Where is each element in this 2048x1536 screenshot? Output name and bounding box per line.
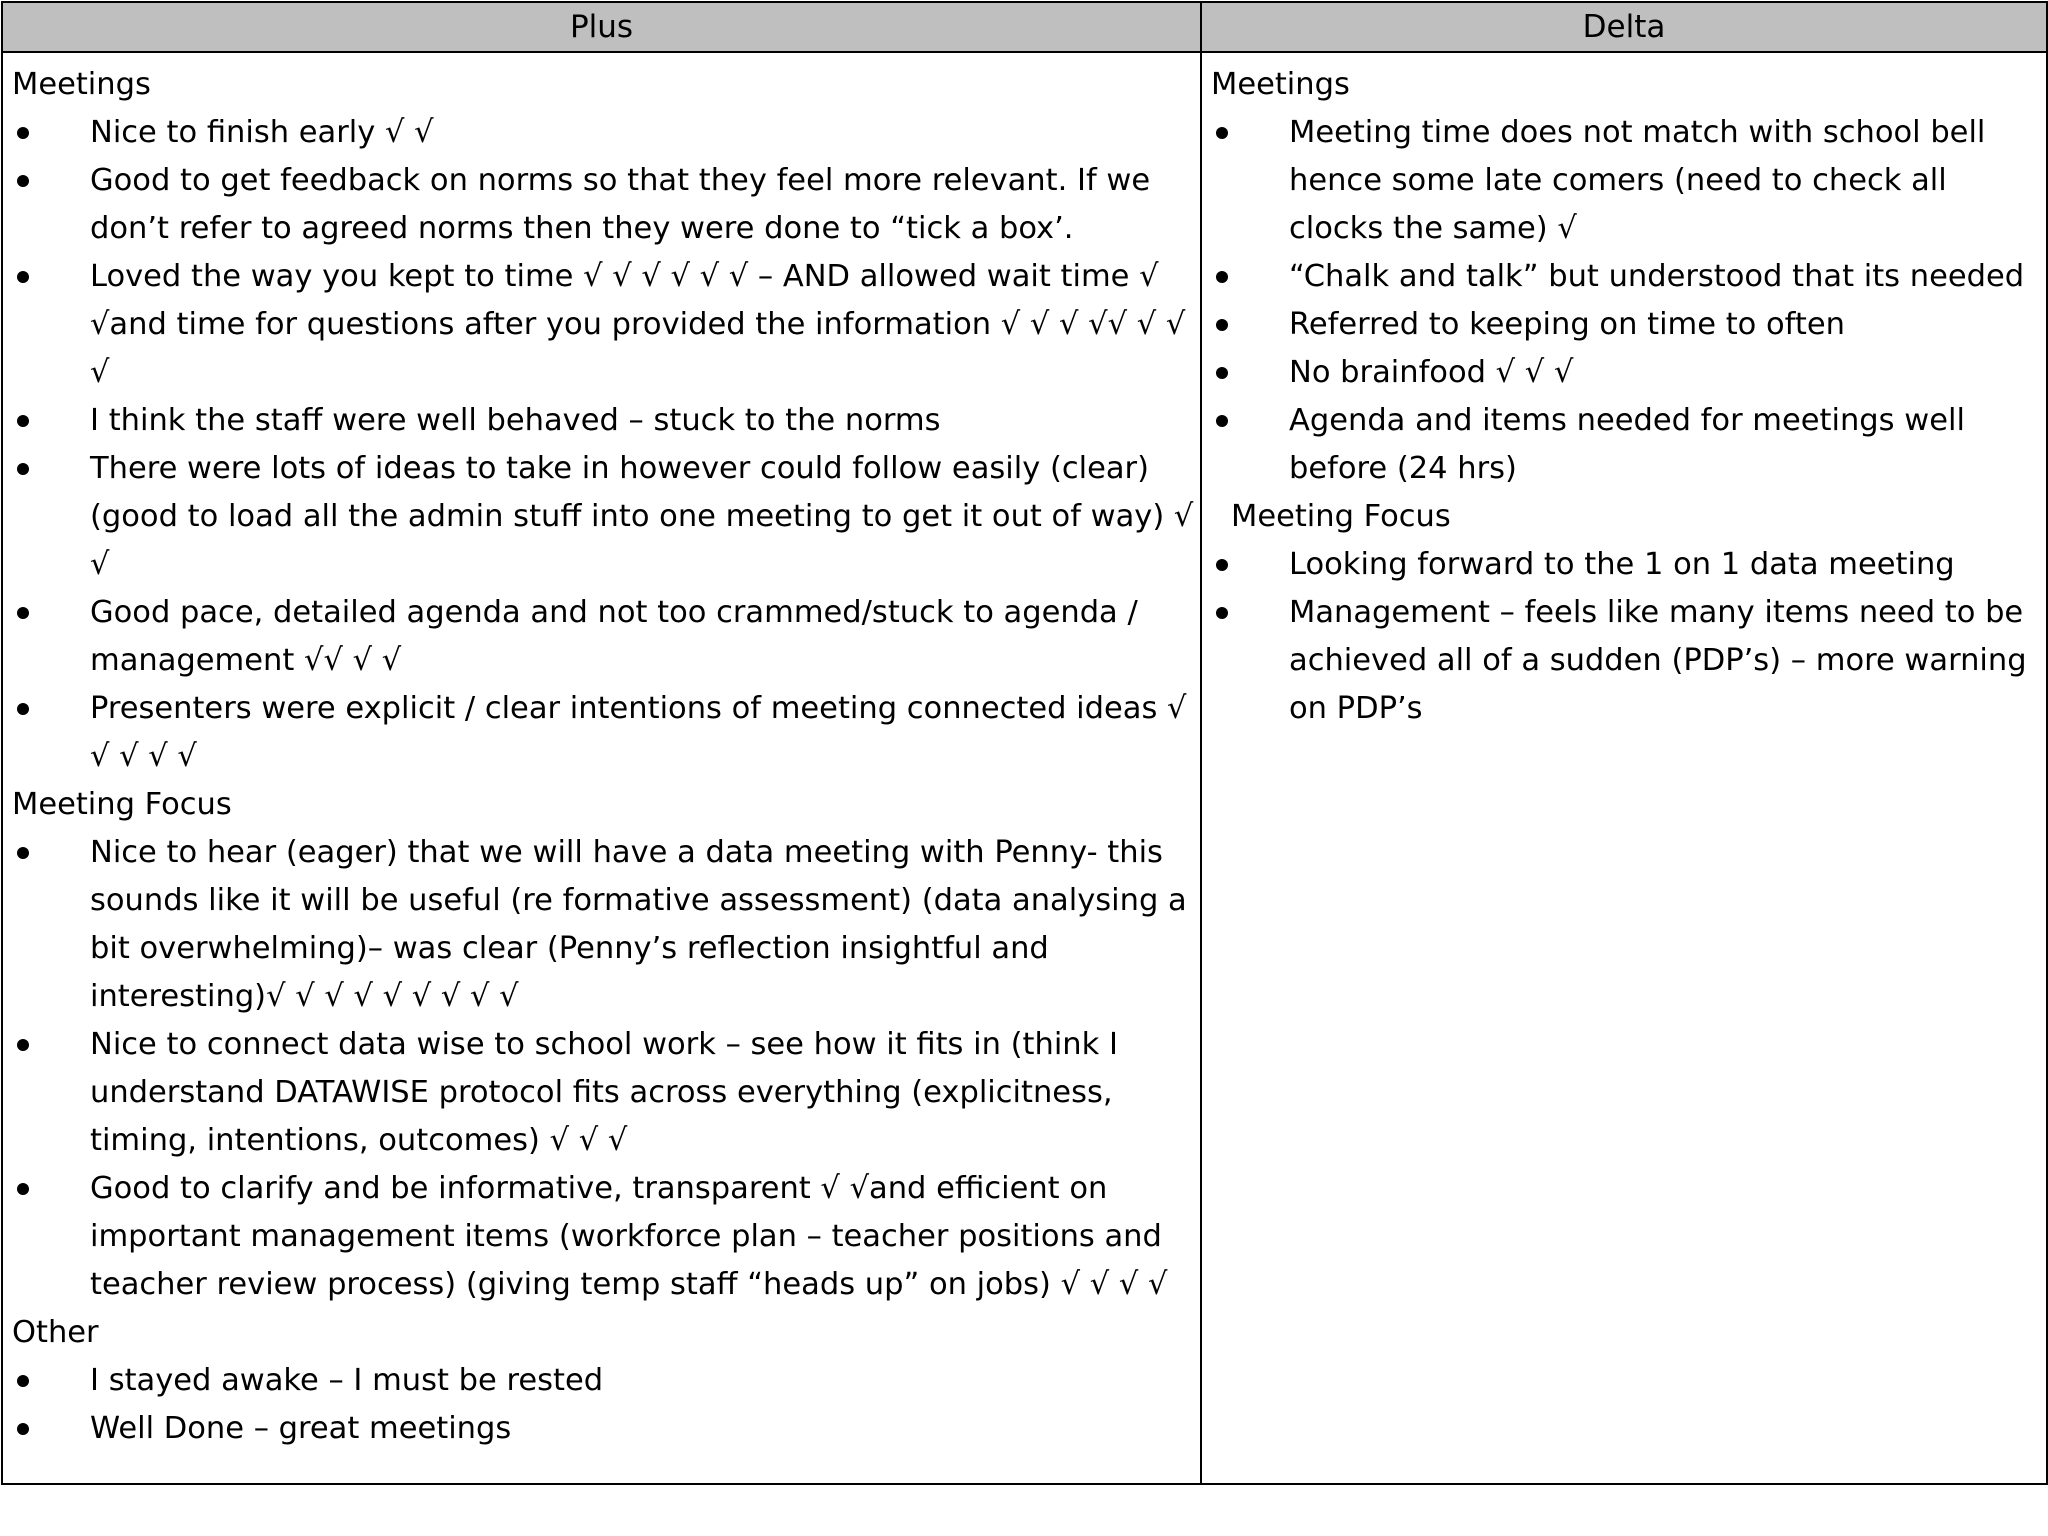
list-item <box>1211 397 2040 493</box>
list-item-text: Agenda and items needed for meetings well before (24 hrs) <box>1289 403 1965 486</box>
bullet-icon <box>17 175 29 187</box>
plus-delta-table <box>1 1 2048 1485</box>
delta-focus-heading: Meeting Focus <box>1231 499 1451 534</box>
list-item <box>12 589 1194 685</box>
bullet-icon <box>1216 127 1228 139</box>
list-item-text: Management – feels like many items need to be achieved all of a sudden (PDP’s) – more warning on PDP’s <box>1289 595 2027 726</box>
plus-header: Plus <box>2 2 1201 52</box>
list-item <box>12 829 1194 1021</box>
list-item <box>12 1405 1194 1453</box>
plus-cell <box>2 52 1201 1484</box>
list-item-text: Meeting time does not match with school bell hence some late comers (need to check all clocks the same) √ <box>1289 115 1986 246</box>
header-row <box>2 2 2047 52</box>
list-item-text: No brainfood √ √ √ <box>1289 355 1574 390</box>
list-item <box>12 445 1194 589</box>
plus-focus-heading: Meeting Focus <box>12 787 232 822</box>
list-item-text: Nice to hear (eager) that we will have a data meeting with Penny- this sounds like it will be useful (re formative assessment) (data analysing a bit overwhelming)– was clear (Penny’s reflection insightful and interesting)√ √ √ √ √ √ √ √ √ <box>90 835 1187 1014</box>
bullet-icon <box>17 1183 29 1195</box>
list-item-text: I think the staff were well behaved – stuck to the norms <box>90 403 941 438</box>
list-item <box>1211 253 2040 301</box>
bullet-icon <box>1216 271 1228 283</box>
plus-meetings-list <box>12 109 1194 781</box>
content-row <box>2 52 2047 1484</box>
bullet-icon <box>1216 415 1228 427</box>
list-item-text: Good to clarify and be informative, transparent √ √and efficient on important management items (workforce plan – teacher positions and teacher review process) (giving temp staff “heads up” on jobs) √ √ √ √ <box>90 1171 1168 1302</box>
list-item <box>12 253 1194 397</box>
bullet-icon <box>17 847 29 859</box>
bullet-icon <box>17 1375 29 1387</box>
plus-focus-list <box>12 829 1194 1309</box>
delta-meetings-list <box>1211 109 2040 493</box>
list-item-text: I stayed awake – I must be rested <box>90 1363 604 1398</box>
list-item-text: Referred to keeping on time to often <box>1289 307 1845 342</box>
delta-meetings-heading: Meetings <box>1211 67 1350 102</box>
bullet-icon <box>17 415 29 427</box>
list-item-text: Well Done – great meetings <box>90 1411 512 1446</box>
plus-other-list <box>12 1357 1194 1453</box>
list-item <box>12 1357 1194 1405</box>
bullet-icon <box>17 271 29 283</box>
list-item <box>12 1021 1194 1165</box>
list-item-text: “Chalk and talk” but understood that its needed <box>1289 259 2025 294</box>
list-item <box>12 157 1194 253</box>
list-item-text: Presenters were explicit / clear intentions of meeting connected ideas √ √ √ √ √ <box>90 691 1187 774</box>
list-item-text: Nice to connect data wise to school work – see how it fits in (think I understand DATAWISE protocol fits across everything (explicitness, timing, intentions, outcomes) √ √ √ <box>90 1027 1118 1158</box>
list-item-text: Good to get feedback on norms so that they feel more relevant. If we don’t refer to agreed norms then they were done to “tick a box’. <box>90 163 1151 246</box>
plus-other-heading: Other <box>12 1315 99 1350</box>
delta-header: Delta <box>1201 2 2047 52</box>
bullet-icon <box>17 703 29 715</box>
bullet-icon <box>17 1039 29 1051</box>
bullet-icon <box>1216 607 1228 619</box>
bullet-icon <box>17 1423 29 1435</box>
list-item <box>1211 109 2040 253</box>
bullet-icon <box>17 463 29 475</box>
bullet-icon <box>1216 559 1228 571</box>
bullet-icon <box>17 127 29 139</box>
list-item <box>12 109 1194 157</box>
list-item <box>1211 541 2040 589</box>
list-item <box>12 397 1194 445</box>
plus-meetings-heading: Meetings <box>12 67 151 102</box>
list-item-text: Loved the way you kept to time √ √ √ √ √ √ – AND allowed wait time √ √and time for questions after you provided the information √ √ √ √√ √ √ √ <box>90 259 1186 390</box>
list-item-text: Good pace, detailed agenda and not too crammed/stuck to agenda / management √√ √ √ <box>90 595 1138 678</box>
delta-focus-list <box>1211 541 2040 733</box>
list-item <box>12 685 1194 781</box>
list-item <box>1211 301 2040 349</box>
list-item <box>12 1165 1194 1309</box>
bullet-icon <box>1216 319 1228 331</box>
list-item-text: There were lots of ideas to take in however could follow easily (clear) (good to load all the admin stuff into one meeting to get it out of way) √ √ <box>90 451 1194 582</box>
list-item <box>1211 349 2040 397</box>
list-item-text: Nice to finish early √ √ <box>90 115 434 150</box>
delta-cell <box>1201 52 2047 1484</box>
bullet-icon <box>1216 367 1228 379</box>
bullet-icon <box>17 607 29 619</box>
list-item-text: Looking forward to the 1 on 1 data meeting <box>1289 547 1955 582</box>
list-item <box>1211 589 2040 733</box>
